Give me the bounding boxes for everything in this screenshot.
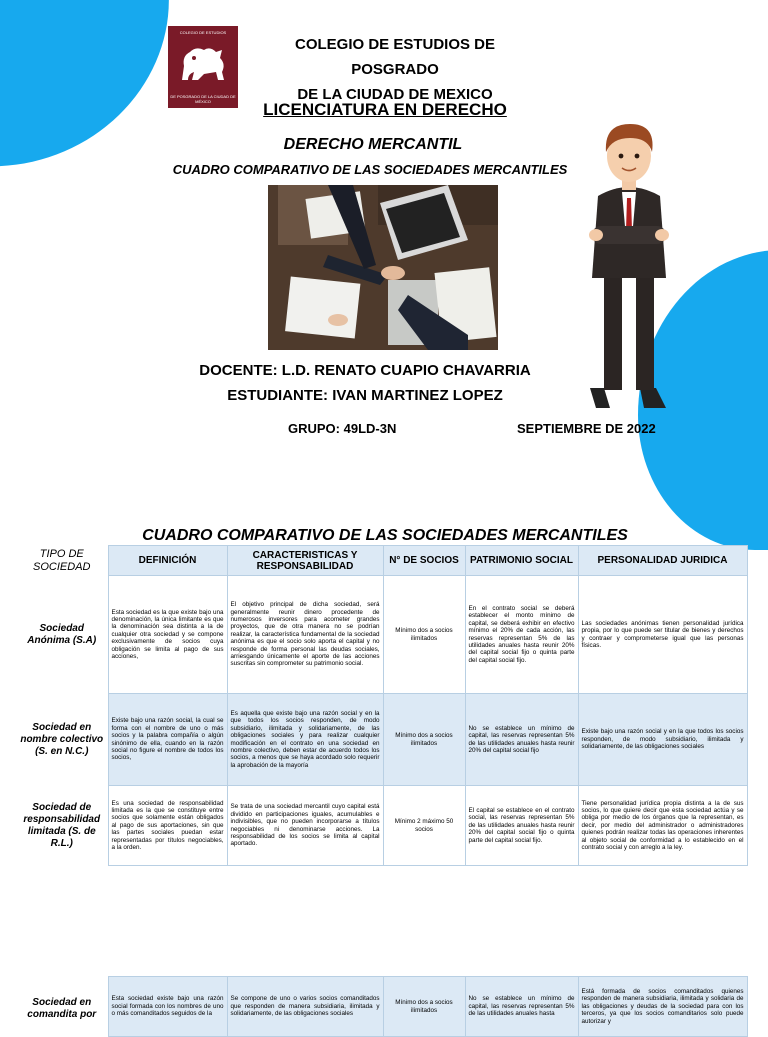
cell-patrimony: No se establece un mínimo de capital, las reservas representan 5% de las utilidades anuales hasta reunir 20% del capital social fijo bbox=[465, 694, 578, 786]
cell-legal-personality: Las sociedades anónimas tienen personalidad jurídica propia, por lo que puede ser titular de bienes y derechos y contraer y comprometerse igual que las personas físicas. bbox=[578, 576, 747, 694]
row-type: Sociedad en comandita por bbox=[16, 977, 108, 1037]
comparison-table-continued bbox=[16, 976, 748, 1037]
date-label: SEPTIEMBRE DE 2022 bbox=[517, 421, 656, 436]
row-type: Sociedad de responsabilidad limitada (S. de R.L.) bbox=[16, 786, 108, 866]
cell-definition: Esta sociedad es la que existe bajo una denominación, la única limitante es que la denominación sea distinta a la de cualquier otra sociedad y se compone exclusivamente de socios cuya obligación se limita al pago de sus acciones, bbox=[108, 576, 227, 694]
cell-partners: Mínimo dos a socios ilimitados bbox=[383, 576, 465, 694]
cell-legal-personality: Está formada de socios comanditados quienes responden de manera subsidiaria, ilimitada y solidaria de las obligaciones y deudas de la sociedad para con los terceros, ya que los socios comanditarios solo puede autorizar y bbox=[578, 977, 747, 1037]
student-name: ESTUDIANTE: IVAN MARTINEZ LOPEZ bbox=[227, 387, 503, 404]
table-row bbox=[16, 694, 747, 786]
cell-characteristics: Se compone de uno o varios socios comanditados que responden de manera subsidiaria, ilimitada y solidariamente, de las obligaciones sociales bbox=[227, 977, 383, 1037]
cell-definition: Existe bajo una razón social, la cual se forma con el nombre de uno o más socios y la palabra compañía o algún sinónimo de ella, cuando en la razón social no figure el nombre de todos los socios, bbox=[108, 694, 227, 786]
header-partners: N° DE SOCIOS bbox=[383, 546, 465, 576]
cell-partners: Mínimo dos a socios ilimitados bbox=[383, 977, 465, 1037]
table-title: CUADRO COMPARATIVO DE LAS SOCIEDADES MERCANTILES bbox=[142, 527, 628, 544]
teacher-name: DOCENTE: L.D. RENATO CUAPIO CHAVARRIA bbox=[199, 362, 531, 379]
cell-characteristics: Es aquella que existe bajo una razón social y en la que todos los socios responden, de modo subsidiario, ilimitada y solidariamente, de las obligaciones sociales y para realizar cualquier modificación en el contrato en una sociedad en nombre colectivo, deben estar de acuerdo todos los socios, a menos que se haya acordado solo requerir la aprobación de la mayoría bbox=[227, 694, 383, 786]
college-line-2: DE LA CIUDAD DE MEXICO bbox=[297, 86, 493, 103]
cell-patrimony: No se establece un mínimo de capital, las reservas representan 5% de las utilidades anuales hasta bbox=[465, 977, 578, 1037]
cell-characteristics: Se trata de una sociedad mercantil cuyo capital está dividido en participaciones iguales, acumulables e indivisibles, que no pueden incorporarse a títulos negociables ni denominarse acciones. La responsabilidad de los socios se limita al capital aportado. bbox=[227, 786, 383, 866]
header-type: TIPO DE SOCIEDAD bbox=[16, 546, 108, 576]
lion-emblem-icon bbox=[174, 38, 232, 88]
header-legal-personality: PERSONALIDAD JURIDICA bbox=[578, 546, 747, 576]
businessman-illustration bbox=[574, 118, 684, 408]
teacher-student-block bbox=[160, 358, 570, 408]
row-type: Sociedad en nombre colectivo (S. en N.C.) bbox=[16, 694, 108, 786]
cell-partners: Mínimo dos a socios ilimitados bbox=[383, 694, 465, 786]
cell-partners: Mínimo 2 máximo 50 socios bbox=[383, 786, 465, 866]
logo-text-bottom: DE POSGRADO DE LA CIUDAD DE MÉXICO bbox=[170, 94, 236, 104]
business-meeting-photo bbox=[268, 185, 498, 350]
cell-legal-personality: Tiene personalidad jurídica propia distinta a la de sus socios, lo que quiere decir que esta sociedad actúa y se obliga por medio de los órganos que la representan, es decir, por medio del administrador o administradores quienes podrán realizar todas las operaciones inherentes al objeto social de conformidad a lo establecido en el contrato social y con arreglo a la ley. bbox=[578, 786, 747, 866]
assignment-title: CUADRO COMPARATIVO DE LAS SOCIEDADES MERCANTILES bbox=[172, 162, 568, 177]
college-logo bbox=[168, 26, 238, 108]
table-row bbox=[16, 786, 747, 866]
cell-patrimony: En el contrato social se deberá establecer el monto mínimo de capital, se deberá exhibir en efectivo mínimo el 20% de cada acción, las reservas representan 5% de las utilidades anuales hasta reunir 20% del capital social fijo o quinta parte del capital social fijo. bbox=[465, 576, 578, 694]
degree-title: LICENCIATURA EN DERECHO bbox=[263, 100, 507, 119]
row-type: Sociedad Anónima (S.A) bbox=[16, 576, 108, 694]
comparison-table bbox=[16, 545, 748, 866]
logo-text-top: COLEGIO DE ESTUDIOS bbox=[179, 30, 227, 35]
cell-patrimony: El capital se establece en el contrato social, las reservas representan 5% de las utilidades anuales hasta reunir 20% del capital social fijo o quinta parte del capital social fijo. bbox=[465, 786, 578, 866]
table-row bbox=[16, 977, 747, 1037]
cell-characteristics: El objetivo principal de dicha sociedad, será generalmente reunir dinero procedente de numerosos inversores para acometer grandes proyectos, que de otra manera no se podrían realizar, la característica fundamental de la sociedad anónima es que el socio solo aporta el capital y no responde de forma personal las deudas sociales, arriesgando únicamente el aporte de las acciones suscritas sin comprometer su patrimonio social. bbox=[227, 576, 383, 694]
header-patrimony: PATRIMONIO SOCIAL bbox=[465, 546, 578, 576]
table-header-row bbox=[16, 546, 747, 576]
table-row bbox=[16, 576, 747, 694]
header-characteristics: CARACTERISTICAS Y RESPONSABILIDAD bbox=[227, 546, 383, 576]
college-line-1: COLEGIO DE ESTUDIOS DE POSGRADO bbox=[294, 36, 496, 78]
cell-legal-personality: Existe bajo una razón social y en la que todos los socios responden, de modo subsidiario, ilimitada y solidariamente, de las obligaciones sociales bbox=[578, 694, 747, 786]
group-label: GRUPO: 49LD-3N bbox=[288, 421, 397, 436]
header-definition: DEFINICIÓN bbox=[108, 546, 227, 576]
cell-definition: Esta sociedad existe bajo una razón social formada con los nombres de uno o más comanditados seguidos de la bbox=[108, 977, 227, 1037]
college-name bbox=[250, 32, 540, 107]
subject-title: DERECHO MERCANTIL bbox=[283, 136, 463, 153]
cell-definition: Es una sociedad de responsabilidad limitada es la que se constituye entre socios que solamente están obligados al pago de sus aportaciones, sin que las partes sociales puedan estar representadas por títulos negociables, a la orden. bbox=[108, 786, 227, 866]
